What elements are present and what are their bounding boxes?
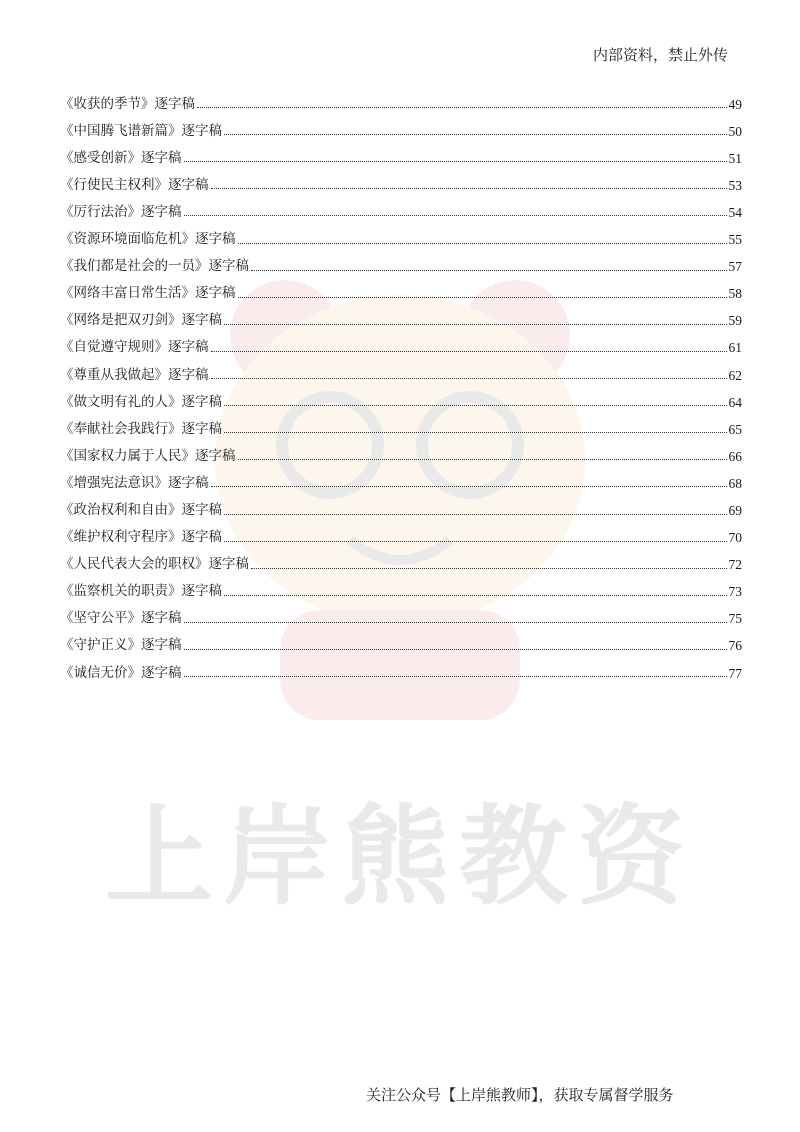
toc-leader-dots: [224, 405, 727, 406]
toc-entry[interactable]: [60, 518, 742, 545]
toc-entry-page: 73: [728, 584, 742, 600]
toc-entry-title: 《人民代表大会的职权》逐字稿: [60, 556, 249, 573]
toc-entry-page: 69: [728, 503, 742, 518]
toc-entry[interactable]: [60, 653, 742, 680]
toc-leader-dots: [238, 459, 727, 460]
table-of-contents: [60, 84, 742, 680]
toc-leader-dots: [224, 541, 727, 542]
toc-leader-dots: [224, 595, 727, 596]
toc-leader-dots: [224, 514, 727, 515]
toc-entry-title: 《做文明有礼的人》逐字稿: [60, 393, 222, 410]
toc-leader-dots: [211, 188, 727, 189]
toc-entry-page: 76: [728, 638, 742, 654]
toc-entry-page: 59: [728, 313, 742, 329]
toc-entry-page: 64: [728, 394, 742, 410]
toc-entry[interactable]: [60, 247, 742, 274]
toc-leader-dots: [224, 134, 727, 135]
toc-entry-page: 66: [728, 448, 742, 464]
toc-leader-dots: [184, 161, 727, 162]
toc-entry-page: 61: [728, 340, 742, 356]
toc-leader-dots: [238, 297, 727, 298]
toc-entry-title: 《收获的季节》逐字稿: [60, 95, 195, 112]
toc-entry[interactable]: [60, 274, 742, 301]
header-note: 内部资料，禁止外传: [592, 46, 728, 64]
toc-entry-title: 《网络是把双刃剑》逐字稿: [60, 312, 222, 329]
toc-leader-dots: [184, 676, 727, 677]
toc-entry[interactable]: [60, 111, 742, 138]
toc-entry-title: 《行使民主权利》逐字稿: [60, 176, 209, 193]
toc-entry-page: 49: [728, 96, 742, 112]
toc-entry-title: 《资源环境面临危机》逐字稿: [60, 231, 236, 248]
toc-entry-page: 55: [728, 232, 742, 248]
toc-entry-title: 《中国腾飞谱新篇》逐字稿: [60, 122, 222, 139]
toc-entry-page: 50: [728, 123, 742, 139]
toc-leader-dots: [184, 622, 727, 623]
toc-leader-dots: [197, 107, 727, 108]
toc-entry[interactable]: [60, 490, 742, 517]
footer-note: 关注公众号【上岸熊教师】，获取专属督学服务: [366, 1086, 674, 1104]
toc-entry-page: 54: [728, 204, 742, 220]
toc-leader-dots: [224, 324, 727, 325]
toc-entry-page: 65: [728, 421, 742, 437]
toc-leader-dots: [251, 270, 727, 271]
toc-entry[interactable]: [60, 626, 742, 653]
toc-entry[interactable]: [60, 436, 742, 463]
toc-entry[interactable]: [60, 572, 742, 599]
toc-entry[interactable]: [60, 138, 742, 165]
toc-entry[interactable]: [60, 219, 742, 246]
toc-entry-page: 70: [728, 530, 742, 546]
toc-leader-dots: [211, 486, 727, 487]
toc-entry-title: 《增强宪法意识》逐字稿: [60, 474, 209, 491]
toc-entry-page: 75: [728, 611, 742, 627]
toc-entry-title: 《坚守公平》逐字稿: [60, 610, 182, 627]
toc-entry-page: 57: [728, 259, 742, 275]
toc-entry-title: 《守护正义》逐字稿: [60, 637, 182, 654]
toc-entry-page: 53: [728, 177, 742, 193]
toc-entry-page: 51: [728, 150, 742, 166]
toc-entry[interactable]: [60, 165, 742, 192]
watermark-text: 上岸熊教资: [104, 795, 695, 920]
toc-leader-dots: [251, 568, 727, 569]
toc-leader-dots: [238, 243, 727, 244]
toc-entry-title: 《诚信无价》逐字稿: [60, 664, 182, 681]
toc-entry-title: 《自觉遵守规则》逐字稿: [60, 339, 209, 356]
toc-entry-title: 《国家权力属于人民》逐字稿: [60, 447, 236, 464]
toc-entry[interactable]: [60, 328, 742, 355]
toc-entry[interactable]: [60, 599, 742, 626]
toc-entry[interactable]: [60, 382, 742, 409]
toc-entry-page: 68: [728, 475, 742, 491]
toc-entry[interactable]: [60, 301, 742, 328]
toc-leader-dots: [184, 649, 727, 650]
toc-entry-title: 《感受创新》逐字稿: [60, 149, 182, 166]
toc-entry-page: 77: [728, 665, 742, 681]
toc-entry-title: 《奉献社会我践行》逐字稿: [60, 420, 222, 437]
toc-entry[interactable]: [60, 545, 742, 572]
toc-entry-title: 《维护权利守程序》逐字稿: [60, 529, 222, 546]
toc-leader-dots: [184, 215, 727, 216]
toc-entry-title: 《政治权利和自由》逐字稿: [60, 502, 222, 518]
toc-leader-dots: [211, 378, 727, 379]
toc-entry[interactable]: [60, 463, 742, 490]
toc-entry-title: 《厉行法治》逐字稿: [60, 203, 182, 220]
toc-entry-page: 58: [728, 286, 742, 302]
toc-entry-title: 《监察机关的职责》逐字稿: [60, 583, 222, 600]
toc-leader-dots: [211, 351, 727, 352]
toc-leader-dots: [224, 432, 727, 433]
toc-entry-page: 72: [728, 557, 742, 573]
toc-entry[interactable]: [60, 409, 742, 436]
toc-entry[interactable]: [60, 192, 742, 219]
toc-entry-title: 《尊重从我做起》逐字稿: [60, 366, 209, 383]
toc-entry[interactable]: [60, 84, 742, 111]
toc-entry-title: 《我们都是社会的一员》逐字稿: [60, 258, 249, 275]
toc-entry[interactable]: [60, 355, 742, 382]
toc-entry-page: 62: [728, 367, 742, 383]
toc-entry-title: 《网络丰富日常生活》逐字稿: [60, 285, 236, 302]
